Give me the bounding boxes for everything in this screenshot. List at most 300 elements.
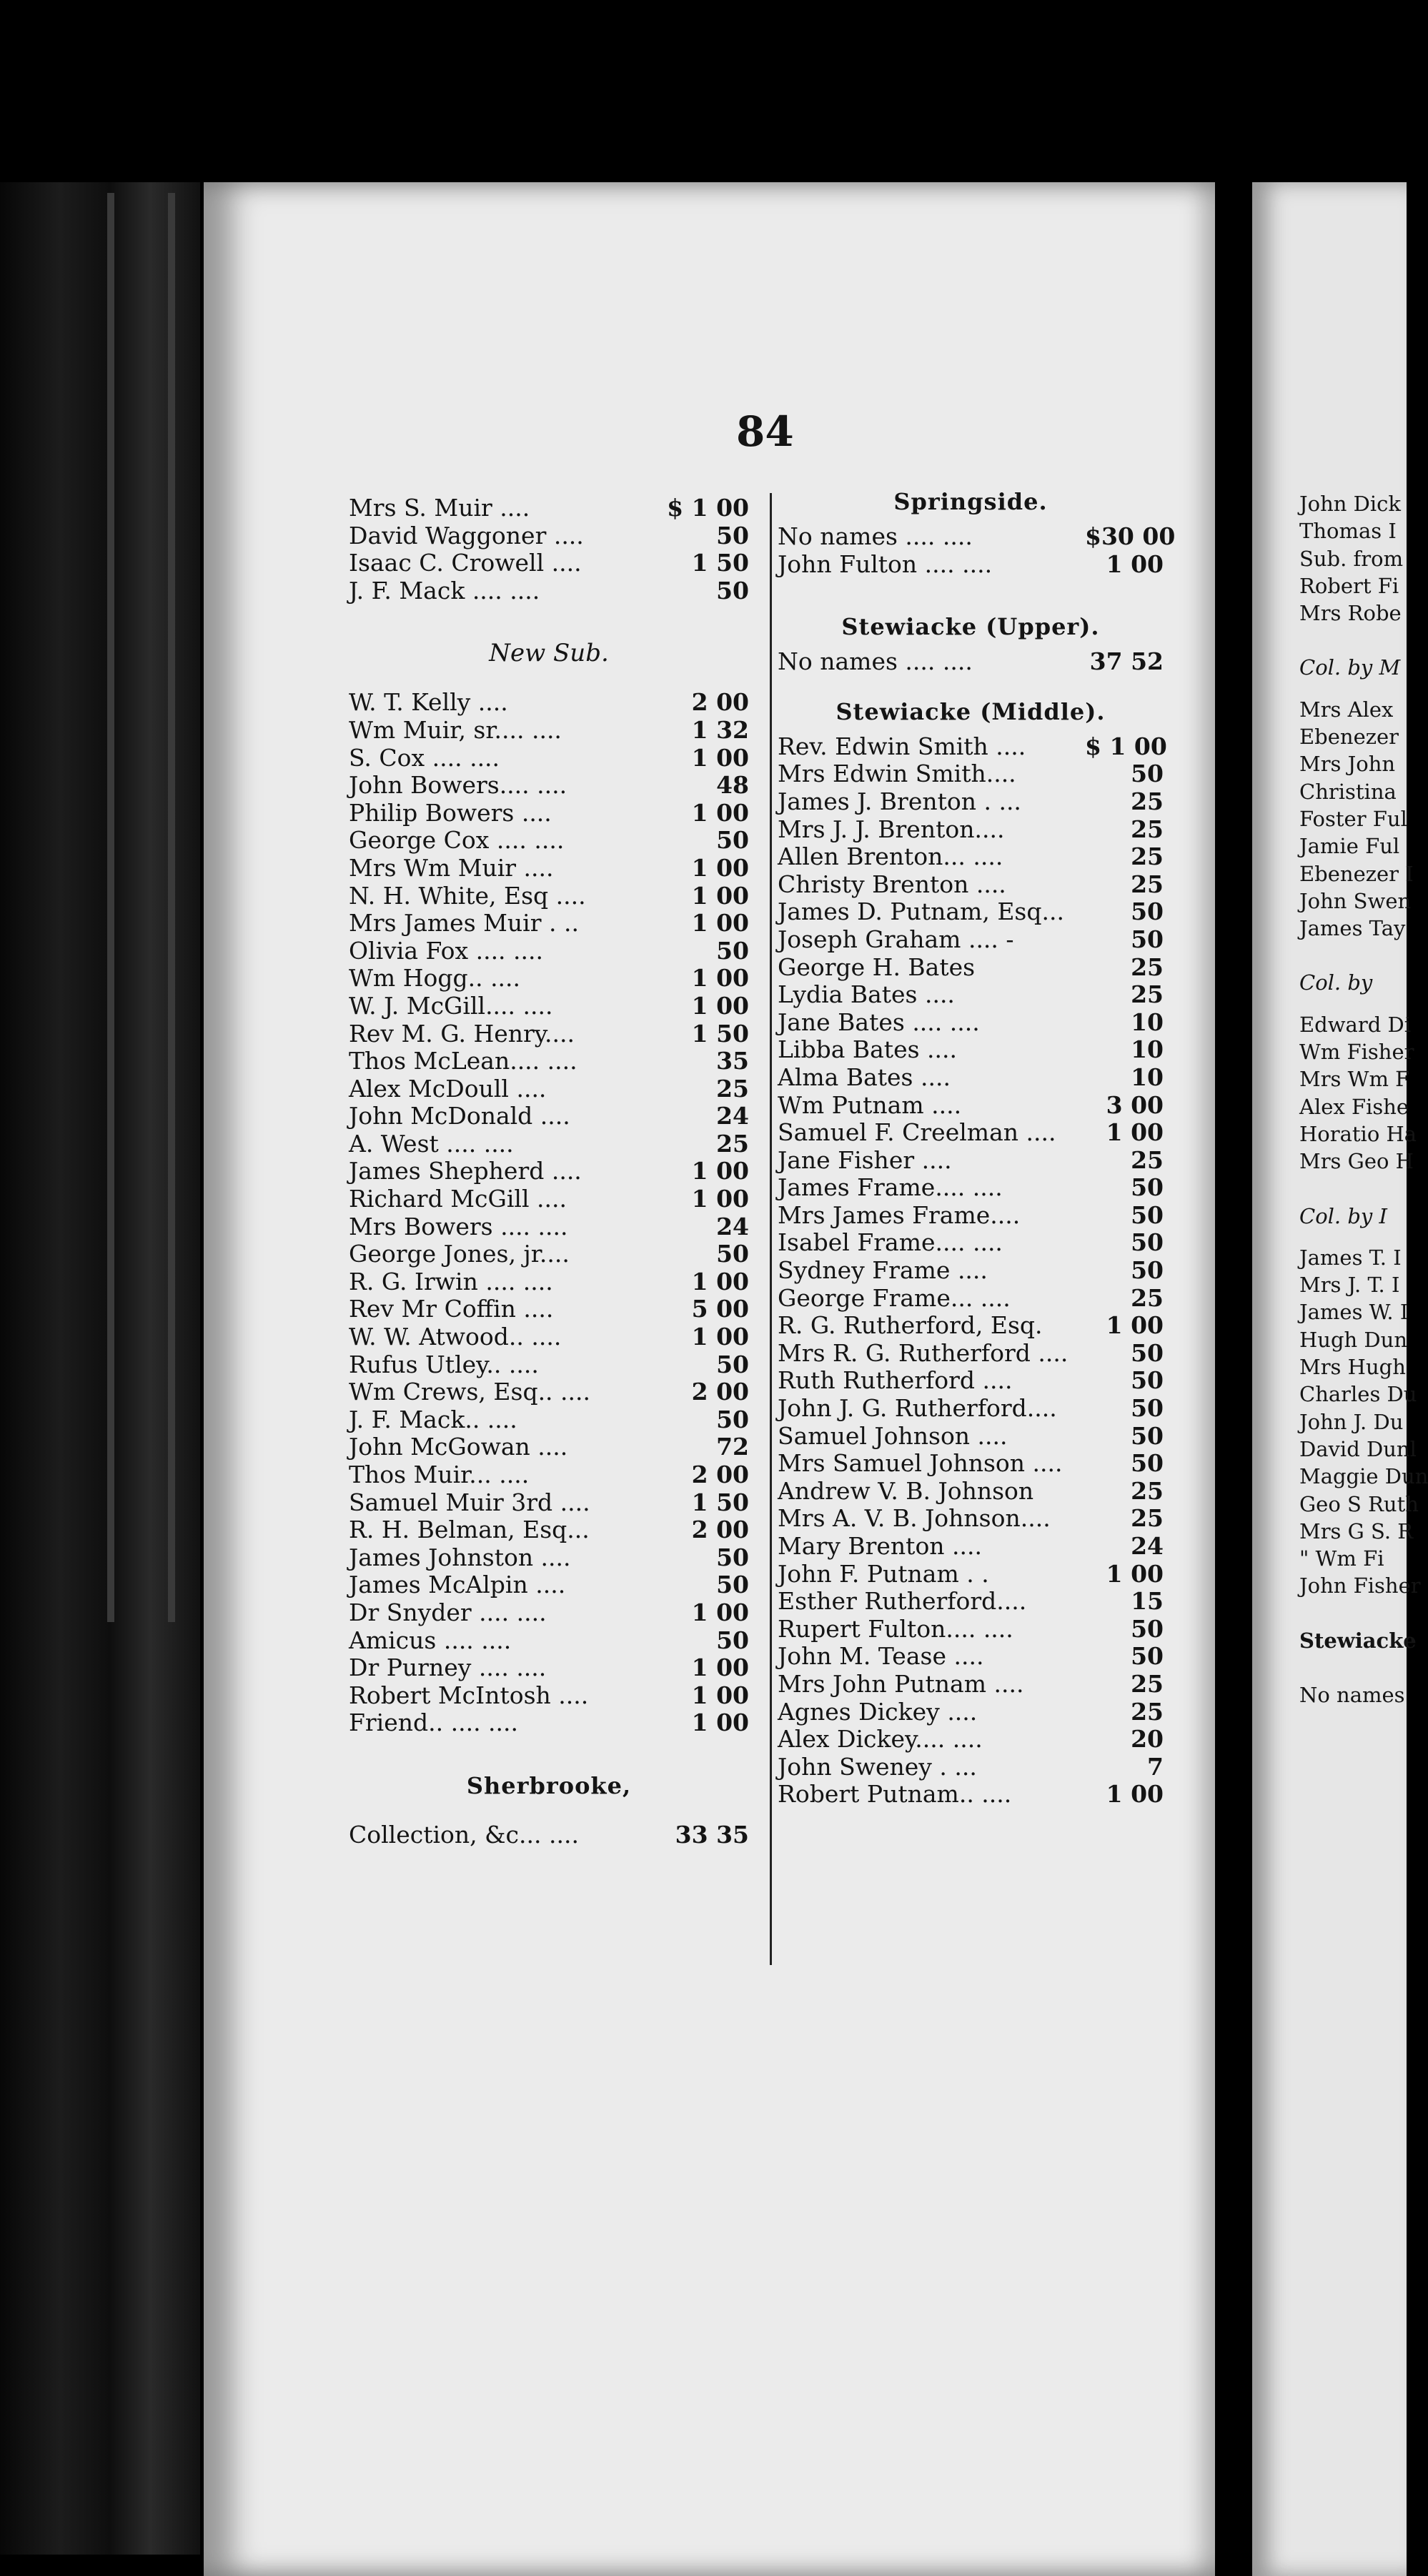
entry-name: W. J. McGill.... .... [349, 991, 553, 1020]
right-subhead-1: Col. by M [1299, 655, 1401, 680]
entry-amount: 50 [1131, 1338, 1164, 1367]
list-item [778, 1064, 1164, 1092]
entry-name: John McDonald .... [349, 1102, 570, 1130]
heading-stewiacke-upper: Stewiacke (Upper). [841, 613, 1100, 641]
entry-name: Samuel F. Creelman .... [778, 1118, 1056, 1147]
list-item [778, 871, 1164, 899]
entry-name: Richard McGill .... [349, 1185, 567, 1213]
list-item [778, 1312, 1164, 1340]
list-item [349, 1296, 749, 1323]
spacer [349, 675, 749, 689]
entry-name: Mary Brenton .... [778, 1532, 983, 1560]
list-item [778, 1478, 1164, 1506]
list-right-2 [1299, 696, 1414, 943]
entry-name: Andrew V. B. Johnson [778, 1476, 1034, 1505]
entry-amount: 25 [1131, 1145, 1164, 1174]
entry-amount: 50 [716, 1405, 749, 1433]
list-item [778, 1229, 1164, 1257]
entry-amount: 1 00 [1106, 549, 1164, 578]
entry-name: George Jones, jr.... [349, 1240, 570, 1268]
list-item [778, 522, 1176, 551]
entry-amount: 50 [1131, 1173, 1164, 1202]
entry-amount: 1 00 [1106, 1559, 1164, 1588]
list-item: Mrs G S. R [1299, 1518, 1414, 1543]
entry-name: Sydney Frame .... [778, 1256, 988, 1285]
list-item [349, 1351, 749, 1379]
spacer [1299, 1230, 1407, 1244]
list-item [349, 1627, 749, 1655]
entry-name: Dr Snyder .... .... [349, 1598, 547, 1626]
entry-name: R. G. Irwin .... .... [349, 1267, 553, 1296]
list-right-1 [1299, 490, 1407, 627]
list-item [778, 760, 1164, 788]
list-item [349, 1433, 749, 1461]
list-item [349, 1323, 749, 1351]
list-item: Mrs Robe [1299, 601, 1402, 626]
entry-name: George Cox .... .... [349, 826, 565, 855]
list-item: Sub. from [1299, 546, 1404, 571]
entry-amount: 50 [1131, 1366, 1164, 1395]
entry-name: A. West .... .... [349, 1129, 514, 1158]
entry-name: Isabel Frame.... .... [778, 1228, 1003, 1257]
list-item [349, 577, 749, 605]
spacer [1299, 997, 1407, 1011]
entry-name: Dr Purney .... .... [349, 1653, 547, 1682]
spacer [778, 676, 1164, 690]
entry-name: Philip Bowers .... [349, 798, 552, 827]
entry-name: Libba Bates .... [778, 1035, 957, 1064]
list-item [778, 1174, 1164, 1202]
entry-name: Mrs Edwin Smith.... [778, 760, 1016, 788]
list-item [778, 1671, 1164, 1699]
list-item [778, 1643, 1164, 1671]
list-item: Mrs Wm F [1299, 1067, 1410, 1092]
entry-amount: 1 00 [691, 798, 749, 827]
list-item [349, 1654, 749, 1682]
entry-amount: $30 00 [1085, 522, 1176, 550]
entry-amount: 50 [1131, 925, 1164, 953]
right-subhead-3: Col. by I [1299, 1203, 1387, 1228]
entry-amount: 50 [1131, 1200, 1164, 1229]
list-item: Robert Fi [1299, 573, 1399, 598]
entry-amount: $ 1 00 [1085, 732, 1167, 760]
list-item [349, 910, 749, 938]
list-item [349, 882, 749, 910]
list-item [349, 1516, 749, 1544]
list-item [778, 1092, 1164, 1120]
list-item [349, 689, 749, 717]
list-item: John J. Du [1299, 1409, 1404, 1434]
entry-amount: 50 [1131, 1642, 1164, 1671]
entry-amount: 72 [716, 1433, 749, 1461]
entry-amount: 50 [1131, 1614, 1164, 1643]
entry-amount: 10 [1131, 1008, 1164, 1036]
entry-amount: 1 00 [1106, 1780, 1164, 1809]
entry-amount: 25 [1131, 953, 1164, 981]
list-right-4 [1299, 1244, 1428, 1600]
list-item: Wm Fisher [1299, 1040, 1414, 1065]
entry-name: Rev. Edwin Smith .... [778, 732, 1026, 760]
list-item: No names [1299, 1682, 1405, 1707]
entry-amount: 50 [716, 1350, 749, 1378]
entry-name: John F. Putnam . . [778, 1559, 989, 1588]
list-item [349, 549, 749, 577]
entry-name: Amicus .... .... [349, 1626, 512, 1654]
entry-name: Joseph Graham .... - [778, 925, 1014, 953]
list-item [349, 1103, 749, 1130]
list-item [778, 1340, 1164, 1368]
entry-amount: 50 [716, 1626, 749, 1654]
entry-name: James D. Putnam, Esq... [778, 897, 1064, 926]
entry-name: Esther Rutherford.... [778, 1587, 1027, 1616]
list-item: " Wm Fi [1299, 1546, 1384, 1571]
entry-name: Friend.. .... .... [349, 1709, 519, 1737]
list-item [349, 745, 749, 772]
entry-amount: 50 [1131, 760, 1164, 788]
list-item [778, 1119, 1164, 1147]
list-item [778, 1423, 1164, 1451]
entry-amount: 50 [1131, 1421, 1164, 1450]
list-item: Alex Fishe [1299, 1094, 1409, 1119]
list-item [778, 551, 1164, 579]
list-item [778, 898, 1164, 926]
entry-amount: 7 [1147, 1752, 1164, 1781]
entry-amount: 24 [716, 1212, 749, 1240]
entry-name: W. W. Atwood.. .... [349, 1323, 562, 1351]
entry-name: Rev Mr Coffin .... [349, 1295, 554, 1323]
spacer [1299, 627, 1407, 654]
entry-name: Jane Bates .... .... [778, 1008, 980, 1036]
entry-amount: 50 [716, 936, 749, 965]
list-item [349, 800, 749, 827]
entry-amount: 1 00 [691, 964, 749, 993]
list-item [349, 717, 749, 745]
entry-name: George H. Bates [778, 953, 976, 981]
entry-amount: 1 00 [691, 743, 749, 772]
entry-name: N. H. White, Esq .... [349, 881, 586, 910]
list-item [778, 1147, 1164, 1175]
list-item: Mrs J. T. I [1299, 1273, 1400, 1298]
list-item [778, 1395, 1164, 1423]
list-item [778, 1561, 1164, 1588]
entry-amount: 10 [1131, 1035, 1164, 1064]
entry-amount: 25 [716, 1074, 749, 1103]
list-item [778, 981, 1164, 1009]
entry-amount: 25 [716, 1129, 749, 1158]
entry-amount: 1 00 [691, 1598, 749, 1626]
binding-stripe [107, 193, 114, 1622]
list-item [778, 816, 1164, 844]
list-item: Geo S Ruth [1299, 1491, 1419, 1516]
entry-amount: 1 00 [1106, 1118, 1164, 1147]
list-item: Edward Di [1299, 1012, 1412, 1037]
entry-amount: 1 50 [691, 549, 749, 577]
entry-name: James Shepherd .... [349, 1157, 582, 1185]
list-item [349, 1378, 749, 1406]
entry-amount: 1 50 [691, 1019, 749, 1048]
entry-amount: 25 [1131, 787, 1164, 815]
entry-amount: 25 [1131, 842, 1164, 871]
list-item: Ebenezer [1299, 725, 1399, 750]
entry-amount: 3 00 [1106, 1090, 1164, 1119]
entry-amount: 2 00 [691, 1516, 749, 1544]
entry-amount: 50 [1131, 1449, 1164, 1478]
entry-amount: 5 00 [691, 1295, 749, 1323]
entry-name: Alma Bates .... [778, 1063, 951, 1091]
entry-name: Samuel Muir 3rd .... [349, 1488, 590, 1516]
list-item: James W. I [1299, 1300, 1409, 1325]
middle-column [778, 480, 1176, 1809]
list-item: James Tay [1299, 916, 1406, 941]
entry-name: Mrs John Putnam .... [778, 1669, 1024, 1698]
list-stewiacke-middle [778, 732, 1167, 1809]
entry-name: Robert Putnam.. .... [778, 1780, 1012, 1809]
list-item [778, 1257, 1164, 1285]
entry-amount: $ 1 00 [667, 494, 749, 522]
spacer [1299, 1654, 1407, 1681]
entry-name: Rufus Utley.. .... [349, 1350, 539, 1378]
entry-amount: 24 [716, 1102, 749, 1130]
list-item [349, 1213, 749, 1241]
list-item [349, 1048, 749, 1075]
entry-amount: 1 50 [691, 1488, 749, 1516]
entry-name: Lydia Bates .... [778, 980, 955, 1009]
list-item [349, 1075, 749, 1103]
spacer [349, 1737, 749, 1764]
entry-amount: 2 00 [691, 688, 749, 717]
list-item: Hugh Dun [1299, 1327, 1408, 1352]
entry-amount: 1 00 [691, 881, 749, 910]
entry-amount: 1 00 [691, 909, 749, 938]
list-item [778, 1367, 1164, 1395]
list-item [778, 788, 1164, 816]
list-item [349, 1821, 749, 1849]
list-item [349, 1185, 749, 1213]
entry-name: Thos McLean.... .... [349, 1047, 577, 1075]
list-item: John Swen [1299, 888, 1412, 913]
spacer [1299, 682, 1407, 696]
entry-name: John Sweney . ... [778, 1752, 977, 1781]
entry-name: Mrs Samuel Johnson .... [778, 1449, 1063, 1478]
entry-name: Rupert Fulton.... .... [778, 1614, 1013, 1643]
column-divider [770, 493, 772, 1965]
entry-name: Robert McIntosh .... [349, 1681, 589, 1709]
entry-amount: 50 [716, 1543, 749, 1571]
list-item [778, 1285, 1164, 1313]
entry-name: Mrs Wm Muir .... [349, 853, 554, 882]
entry-name: W. T. Kelly .... [349, 688, 508, 717]
spacer [1299, 1175, 1407, 1203]
list-item [349, 1571, 749, 1599]
list-item [349, 1709, 749, 1737]
list-item: Mrs John [1299, 752, 1396, 777]
entry-amount: 1 00 [691, 991, 749, 1020]
list-item [778, 1781, 1164, 1809]
list-item: Christina [1299, 779, 1397, 804]
entry-name: Allen Brenton... .... [778, 842, 1003, 871]
list-item [349, 1682, 749, 1710]
list-item [778, 1588, 1164, 1616]
spacer [778, 578, 1164, 605]
entry-name: James McAlpin .... [349, 1571, 566, 1599]
entry-name: Mrs R. G. Rutherford .... [778, 1338, 1068, 1367]
entry-amount: 20 [1131, 1725, 1164, 1754]
entry-amount: 1 32 [691, 715, 749, 744]
entry-amount: 15 [1131, 1587, 1164, 1616]
list-top [349, 494, 749, 605]
entry-name: Mrs A. V. B. Johnson.... [778, 1504, 1051, 1533]
list-item [349, 855, 749, 882]
list-right-3 [1299, 1011, 1417, 1175]
entry-amount: 2 00 [691, 1461, 749, 1488]
entry-amount: 50 [1131, 1394, 1164, 1423]
entry-amount: 10 [1131, 1063, 1164, 1091]
right-page-column [1299, 490, 1428, 1709]
list-item: Maggie Dun [1299, 1464, 1428, 1489]
entry-name: No names .... .... [778, 522, 973, 550]
entry-amount: 25 [1131, 1283, 1164, 1312]
entry-amount: 1 00 [691, 1323, 749, 1351]
entry-name: James Frame.... .... [778, 1173, 1003, 1202]
entry-name: Collection, &c... .... [349, 1820, 579, 1849]
list-item [778, 843, 1164, 871]
list-item [778, 1726, 1164, 1754]
list-item [349, 827, 749, 855]
list-item: Mrs Geo H [1299, 1149, 1414, 1174]
list-sherbrooke [349, 1821, 749, 1849]
list-item [778, 1699, 1164, 1726]
list-item [349, 1020, 749, 1048]
heading-springside: Springside. [893, 488, 1048, 515]
list-item [778, 648, 1164, 676]
list-item [349, 1544, 749, 1572]
entry-amount: 1 00 [691, 1681, 749, 1709]
list-item [778, 1616, 1164, 1643]
list-right-5 [1299, 1681, 1407, 1709]
list-item [778, 926, 1164, 954]
entry-amount: 1 00 [691, 853, 749, 882]
entry-amount: 1 00 [691, 1185, 749, 1213]
entry-name: Mrs Bowers .... .... [349, 1212, 568, 1240]
entry-name: John M. Tease .... [778, 1642, 984, 1671]
list-item: Foster Ful [1299, 806, 1407, 831]
entry-amount: 2 00 [691, 1378, 749, 1406]
entry-amount: 50 [716, 576, 749, 605]
entry-name: Mrs J. J. Brenton.... [778, 815, 1005, 843]
entry-amount: 50 [1131, 1228, 1164, 1257]
list-item [349, 938, 749, 965]
entry-amount: 1 00 [691, 1653, 749, 1682]
entry-name: R. H. Belman, Esq... [349, 1516, 590, 1544]
entry-name: David Waggoner .... [349, 521, 584, 549]
entry-name: James J. Brenton . ... [778, 787, 1021, 815]
entry-name: S. Cox .... .... [349, 743, 500, 772]
entry-amount: 1 00 [1106, 1311, 1164, 1340]
list-item [778, 1202, 1164, 1230]
entry-amount: 50 [1131, 1256, 1164, 1285]
list-item: Horatio Ha [1299, 1121, 1417, 1146]
entry-amount: 1 00 [691, 1157, 749, 1185]
entry-name: Alex McDoull .... [349, 1074, 547, 1103]
right-heading: Stewiacke [1299, 1628, 1417, 1653]
entry-name: Wm Putnam .... [778, 1090, 962, 1119]
entry-amount: 25 [1131, 980, 1164, 1009]
entry-name: Isaac C. Crowell .... [349, 549, 582, 577]
entry-name: Jane Fisher .... [778, 1145, 952, 1174]
entry-amount: 25 [1131, 1669, 1164, 1698]
list-item: Mrs Alex [1299, 697, 1394, 722]
list-item [778, 954, 1164, 982]
entry-name: Agnes Dickey .... [778, 1697, 978, 1726]
list-item [349, 1130, 749, 1158]
page-number: 84 [736, 407, 794, 456]
list-item [349, 522, 749, 550]
entry-amount: 25 [1131, 1697, 1164, 1726]
entry-amount: 25 [1131, 1504, 1164, 1533]
entry-amount: 50 [1131, 897, 1164, 926]
list-item [349, 1240, 749, 1268]
list-item: John Fisher [1299, 1573, 1421, 1598]
entry-amount: 50 [716, 1571, 749, 1599]
entry-name: John McGowan .... [349, 1433, 568, 1461]
entry-name: Olivia Fox .... .... [349, 936, 543, 965]
list-stewiacke-upper [778, 648, 1164, 676]
entry-amount: 33 35 [675, 1820, 749, 1849]
list-item [778, 1533, 1164, 1561]
entry-amount: 50 [716, 1240, 749, 1268]
entry-amount: 37 52 [1089, 647, 1164, 676]
spacer [349, 605, 749, 632]
list-item [349, 1406, 749, 1434]
list-item [349, 1158, 749, 1185]
list-item [349, 993, 749, 1020]
list-item: James T. I [1299, 1245, 1402, 1270]
list-new-sub [349, 689, 749, 1737]
list-item: Ebenezer I [1299, 861, 1414, 886]
entry-name: George Frame... .... [778, 1283, 1011, 1312]
list-item [349, 1268, 749, 1296]
entry-name: J. F. Mack .... .... [349, 576, 540, 605]
entry-name: John Bowers.... .... [349, 771, 567, 800]
list-item [349, 1489, 749, 1517]
list-item [778, 1009, 1164, 1037]
entry-amount: 50 [716, 521, 749, 549]
spacer [1299, 942, 1407, 969]
list-item: John Dick [1299, 492, 1401, 516]
list-item: Mrs Hugh [1299, 1355, 1406, 1380]
list-springside [778, 522, 1176, 578]
entry-name: Mrs James Muir . .. [349, 909, 579, 938]
list-item [778, 732, 1167, 761]
entry-name: James Johnston .... [349, 1543, 571, 1571]
subheading-new-sub: New Sub. [489, 639, 609, 668]
list-item [778, 1450, 1164, 1478]
entry-name: Alex Dickey.... .... [778, 1725, 983, 1754]
list-item [349, 494, 749, 522]
list-item: Thomas I [1299, 519, 1397, 544]
entry-name: John J. G. Rutherford.... [778, 1394, 1057, 1423]
entry-amount: 1 00 [691, 1267, 749, 1296]
entry-name: No names .... .... [778, 647, 973, 676]
entry-name: Wm Hogg.. .... [349, 964, 521, 993]
entry-name: Mrs James Frame.... [778, 1200, 1021, 1229]
heading-sherbrooke: Sherbrooke, [466, 1771, 632, 1799]
entry-name: Wm Crews, Esq.. .... [349, 1378, 590, 1406]
entry-amount: 35 [716, 1047, 749, 1075]
heading-stewiacke-middle: Stewiacke (Middle). [836, 697, 1106, 725]
list-item: Charles Du [1299, 1382, 1417, 1407]
entry-name: Ruth Rutherford .... [778, 1366, 1013, 1395]
